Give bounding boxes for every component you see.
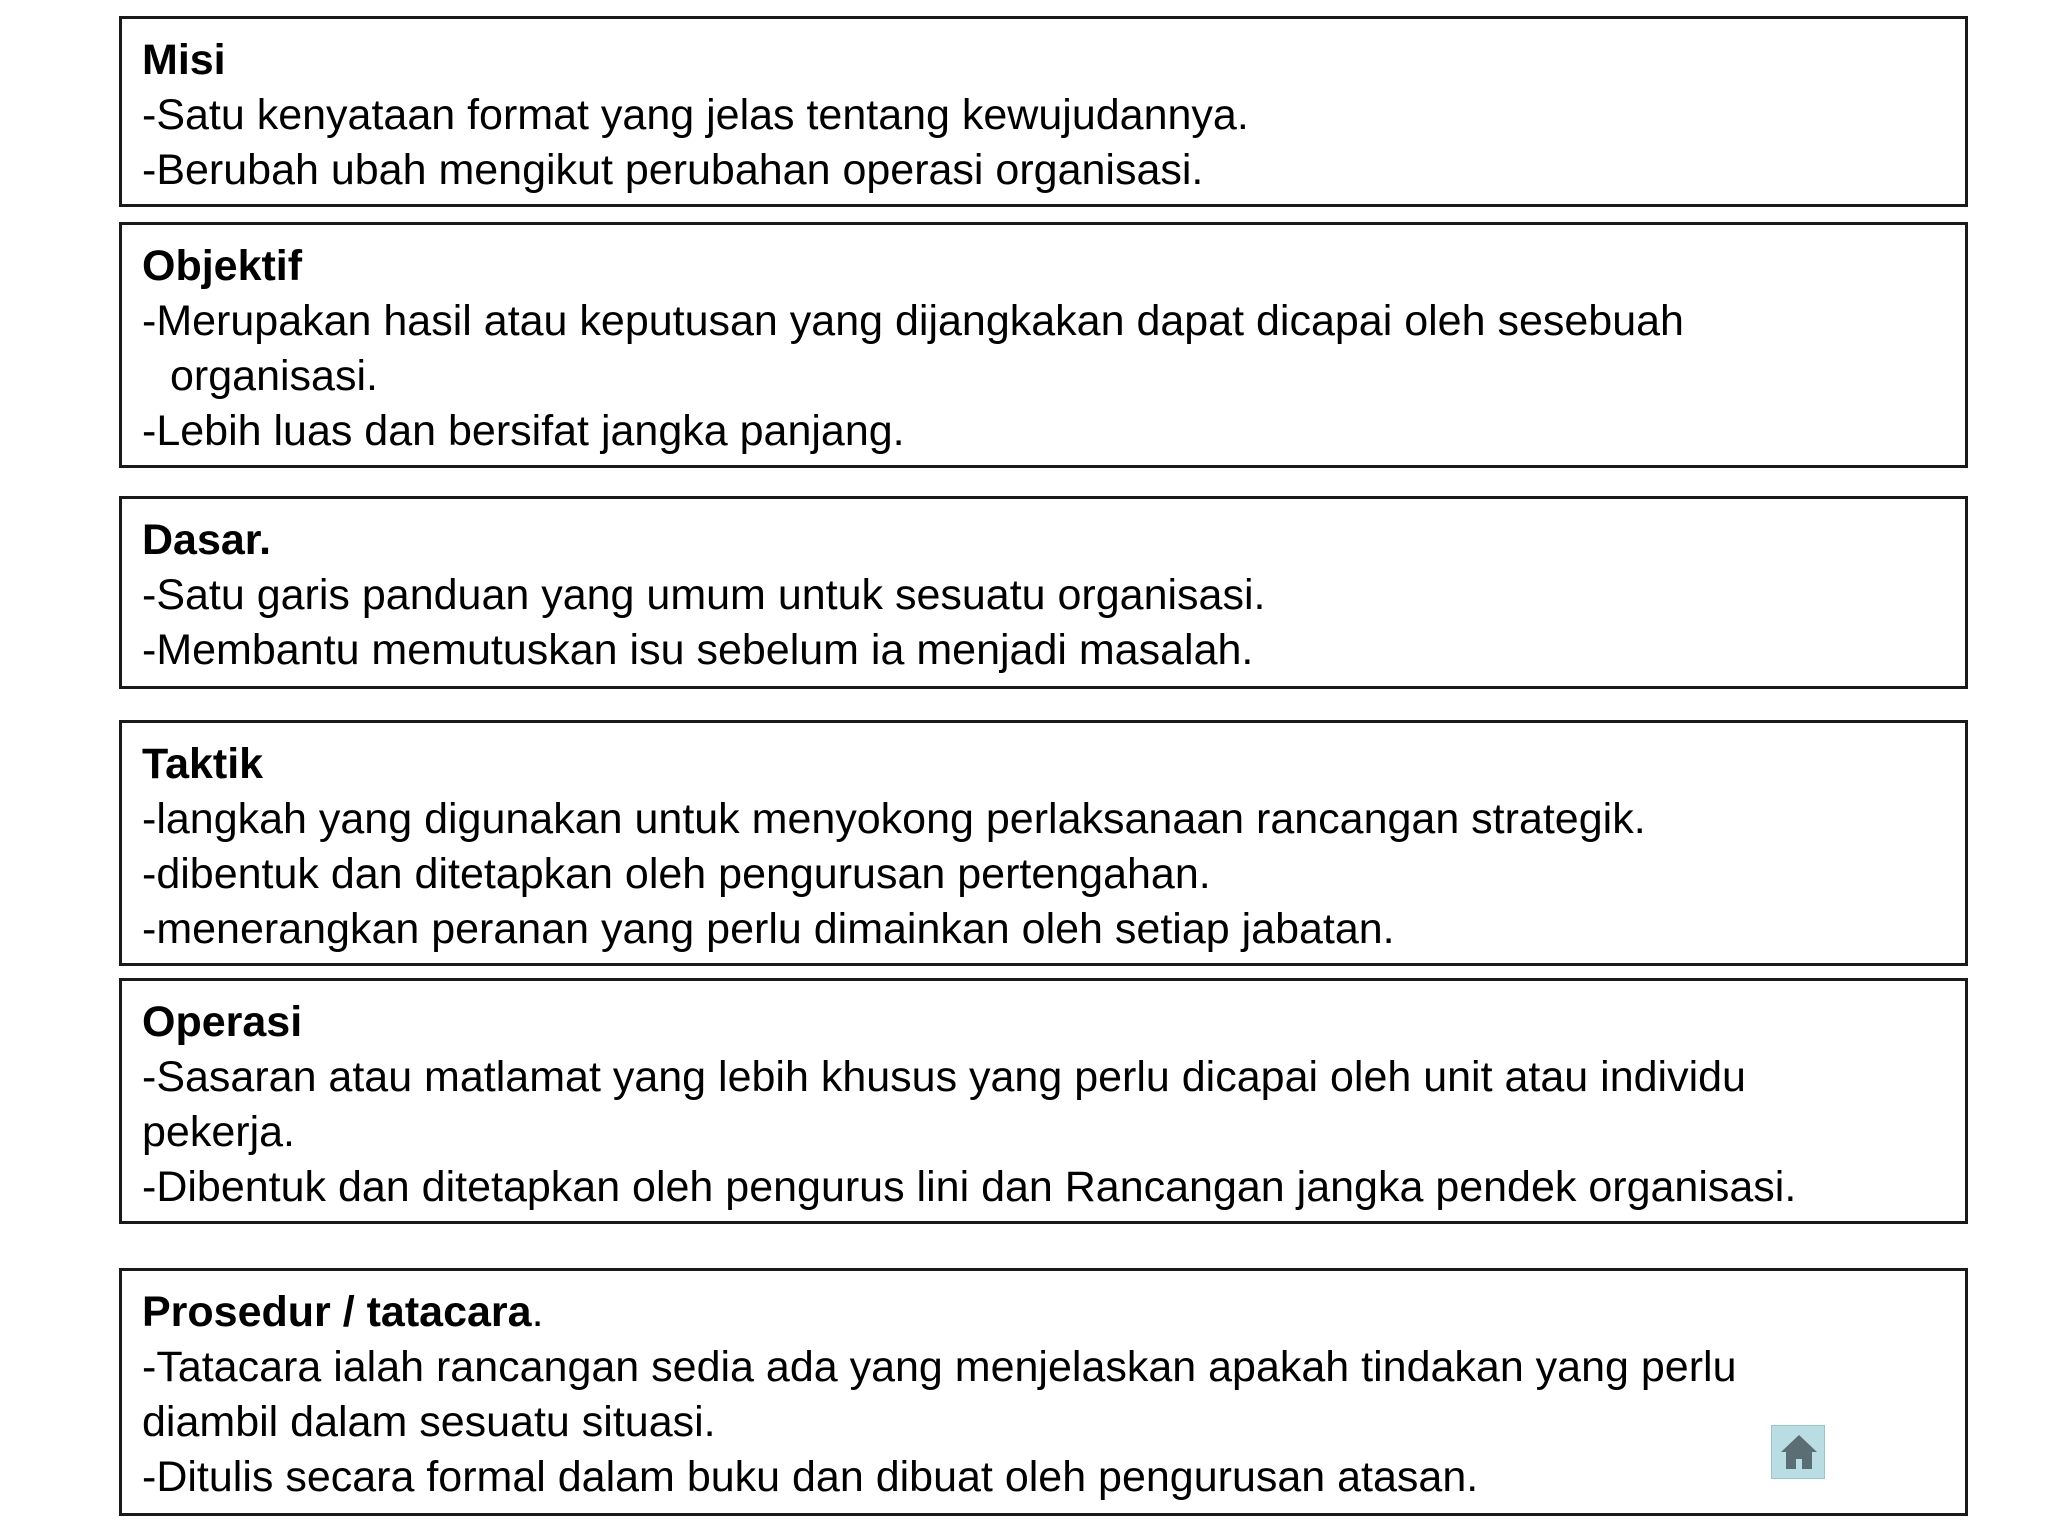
- section-title: Prosedur / tatacara: [142, 1288, 532, 1336]
- home-button[interactable]: [1771, 1425, 1825, 1479]
- section-line: organisasi.: [170, 352, 378, 400]
- home-icon: [1777, 1431, 1821, 1475]
- section-title: Objektif: [142, 242, 303, 290]
- section-line: -Sasaran atau matlamat yang lebih khusus yang perlu dicapai oleh unit atau individu: [142, 1053, 1746, 1101]
- section-title-row: [142, 1285, 1965, 1340]
- section-misi: [119, 16, 1968, 207]
- section-line: diambil dalam sesuatu situasi.: [142, 1398, 716, 1446]
- section-line: -Ditulis secara formal dalam buku dan dibuat oleh pengurusan atasan.: [142, 1453, 1479, 1501]
- section-objektif: [119, 222, 1968, 468]
- section-line: -Satu kenyataan format yang jelas tentang kewujudannya.: [142, 91, 1249, 139]
- section-operasi: [119, 978, 1968, 1224]
- section-title-suffix: .: [531, 1288, 544, 1336]
- section-line: -Lebih luas dan bersifat jangka panjang.: [142, 407, 905, 455]
- section-line: pekerja.: [142, 1108, 295, 1156]
- section-taktik: [119, 720, 1968, 966]
- section-title: Operasi: [142, 998, 303, 1046]
- section-line: -langkah yang digunakan untuk menyokong perlaksanaan rancangan strategik.: [142, 795, 1646, 843]
- section-title: Dasar.: [142, 516, 272, 564]
- section-line: -dibentuk dan ditetapkan oleh pengurusan pertengahan.: [142, 850, 1211, 898]
- section-line: -Membantu memutuskan isu sebelum ia menjadi masalah.: [142, 626, 1254, 674]
- section-line: -Tatacara ialah rancangan sedia ada yang menjelaskan apakah tindakan yang perlu: [142, 1343, 1737, 1391]
- section-title: Taktik: [142, 740, 264, 788]
- section-prosedur: [119, 1268, 1968, 1516]
- section-line: -menerangkan peranan yang perlu dimainkan oleh setiap jabatan.: [142, 905, 1395, 953]
- section-line: -Berubah ubah mengikut perubahan operasi organisasi.: [142, 146, 1204, 194]
- section-line: -Dibentuk dan ditetapkan oleh pengurus lini dan Rancangan jangka pendek organisasi.: [142, 1163, 1797, 1211]
- section-title: Misi: [142, 36, 226, 84]
- section-dasar: [119, 496, 1968, 689]
- section-line: -Satu garis panduan yang umum untuk sesuatu organisasi.: [142, 571, 1266, 619]
- section-line: -Merupakan hasil atau keputusan yang dijangkakan dapat dicapai oleh sesebuah: [142, 297, 1684, 345]
